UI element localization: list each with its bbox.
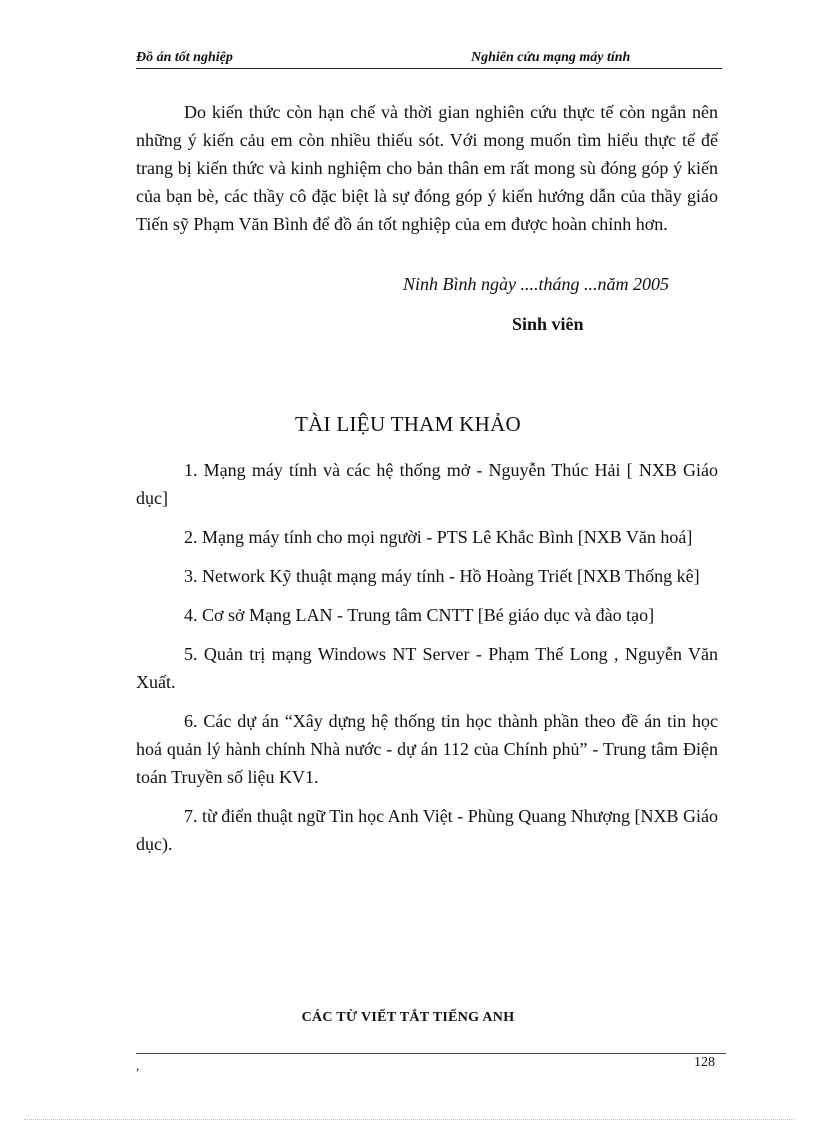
page-number: 128 bbox=[694, 1055, 715, 1070]
reference-item: 4. Cơ sở Mạng LAN - Trung tâm CNTT [Bé giáo dục và đào tạo] bbox=[184, 605, 655, 625]
header-left-title: Đồ án tốt nghiệp bbox=[136, 50, 233, 65]
references-title: TÀI LIỆU THAM KHẢO bbox=[294, 412, 522, 436]
intro-paragraph: Do kiến thức còn hạn chế và thời gian nghiên cứu thực tế còn ngắn nên những ý kiến cảu em còn nhiều thiếu sót. Với mong muốn tìm hiểu thực tế để trang bị kiến thức và kinh nghiệm cho bản thân em rất mong sù đóng góp ý kiến của bạn bè, các thầy cô đặc biệt là sự đóng góp ý kiến hướng dẫn của thầy giáo Tiến sỹ Phạm Văn Bình để đồ án tốt nghiệp của em được hoàn chỉnh hơn. bbox=[136, 102, 718, 234]
references-list bbox=[136, 456, 718, 869]
reference-item: 3. Network Kỹ thuật mạng máy tính - Hồ Hoàng Triết [NXB Thống kê] bbox=[184, 566, 700, 586]
reference-item: 2. Mạng máy tính cho mọi người - PTS Lê Khắc Bình [NXB Văn hoá] bbox=[184, 527, 693, 547]
reference-item: 1. Mạng máy tính và các hệ thống mở - Nguyễn Thúc Hải [ NXB Giáo dục] bbox=[136, 460, 718, 508]
footer-rule bbox=[136, 1053, 726, 1054]
header-rule bbox=[136, 68, 722, 69]
reference-item: 5. Quản trị mạng Windows NT Server - Phạm Thế Long , Nguyễn Văn Xuất. bbox=[136, 644, 718, 692]
reference-item: 6. Các dự án “Xây dựng hệ thống tin học thành phần theo đề án tin học hoá quản lý hành chính Nhà nước - dự án 112 của Chính phủ” - Trung tâm Điện toán Truyền số liệu KV1. bbox=[136, 711, 718, 787]
signer-label: Sinh viên bbox=[512, 314, 584, 334]
footer-mark: , bbox=[136, 1058, 140, 1073]
header-right-title: Nghiên cứu mạng máy tính bbox=[471, 50, 631, 65]
reference-item: 7. từ điển thuật ngữ Tin học Anh Việt - Phùng Quang Nhượng [NXB Giáo dục). bbox=[136, 806, 718, 854]
page-bottom-dotted-line bbox=[24, 1119, 794, 1120]
signature-date-line: Ninh Bình ngày ....tháng ...năm 2005 bbox=[403, 274, 669, 294]
abbreviations-title: CÁC TỪ VIẾT TẮT TIẾNG ANH bbox=[301, 1010, 515, 1025]
